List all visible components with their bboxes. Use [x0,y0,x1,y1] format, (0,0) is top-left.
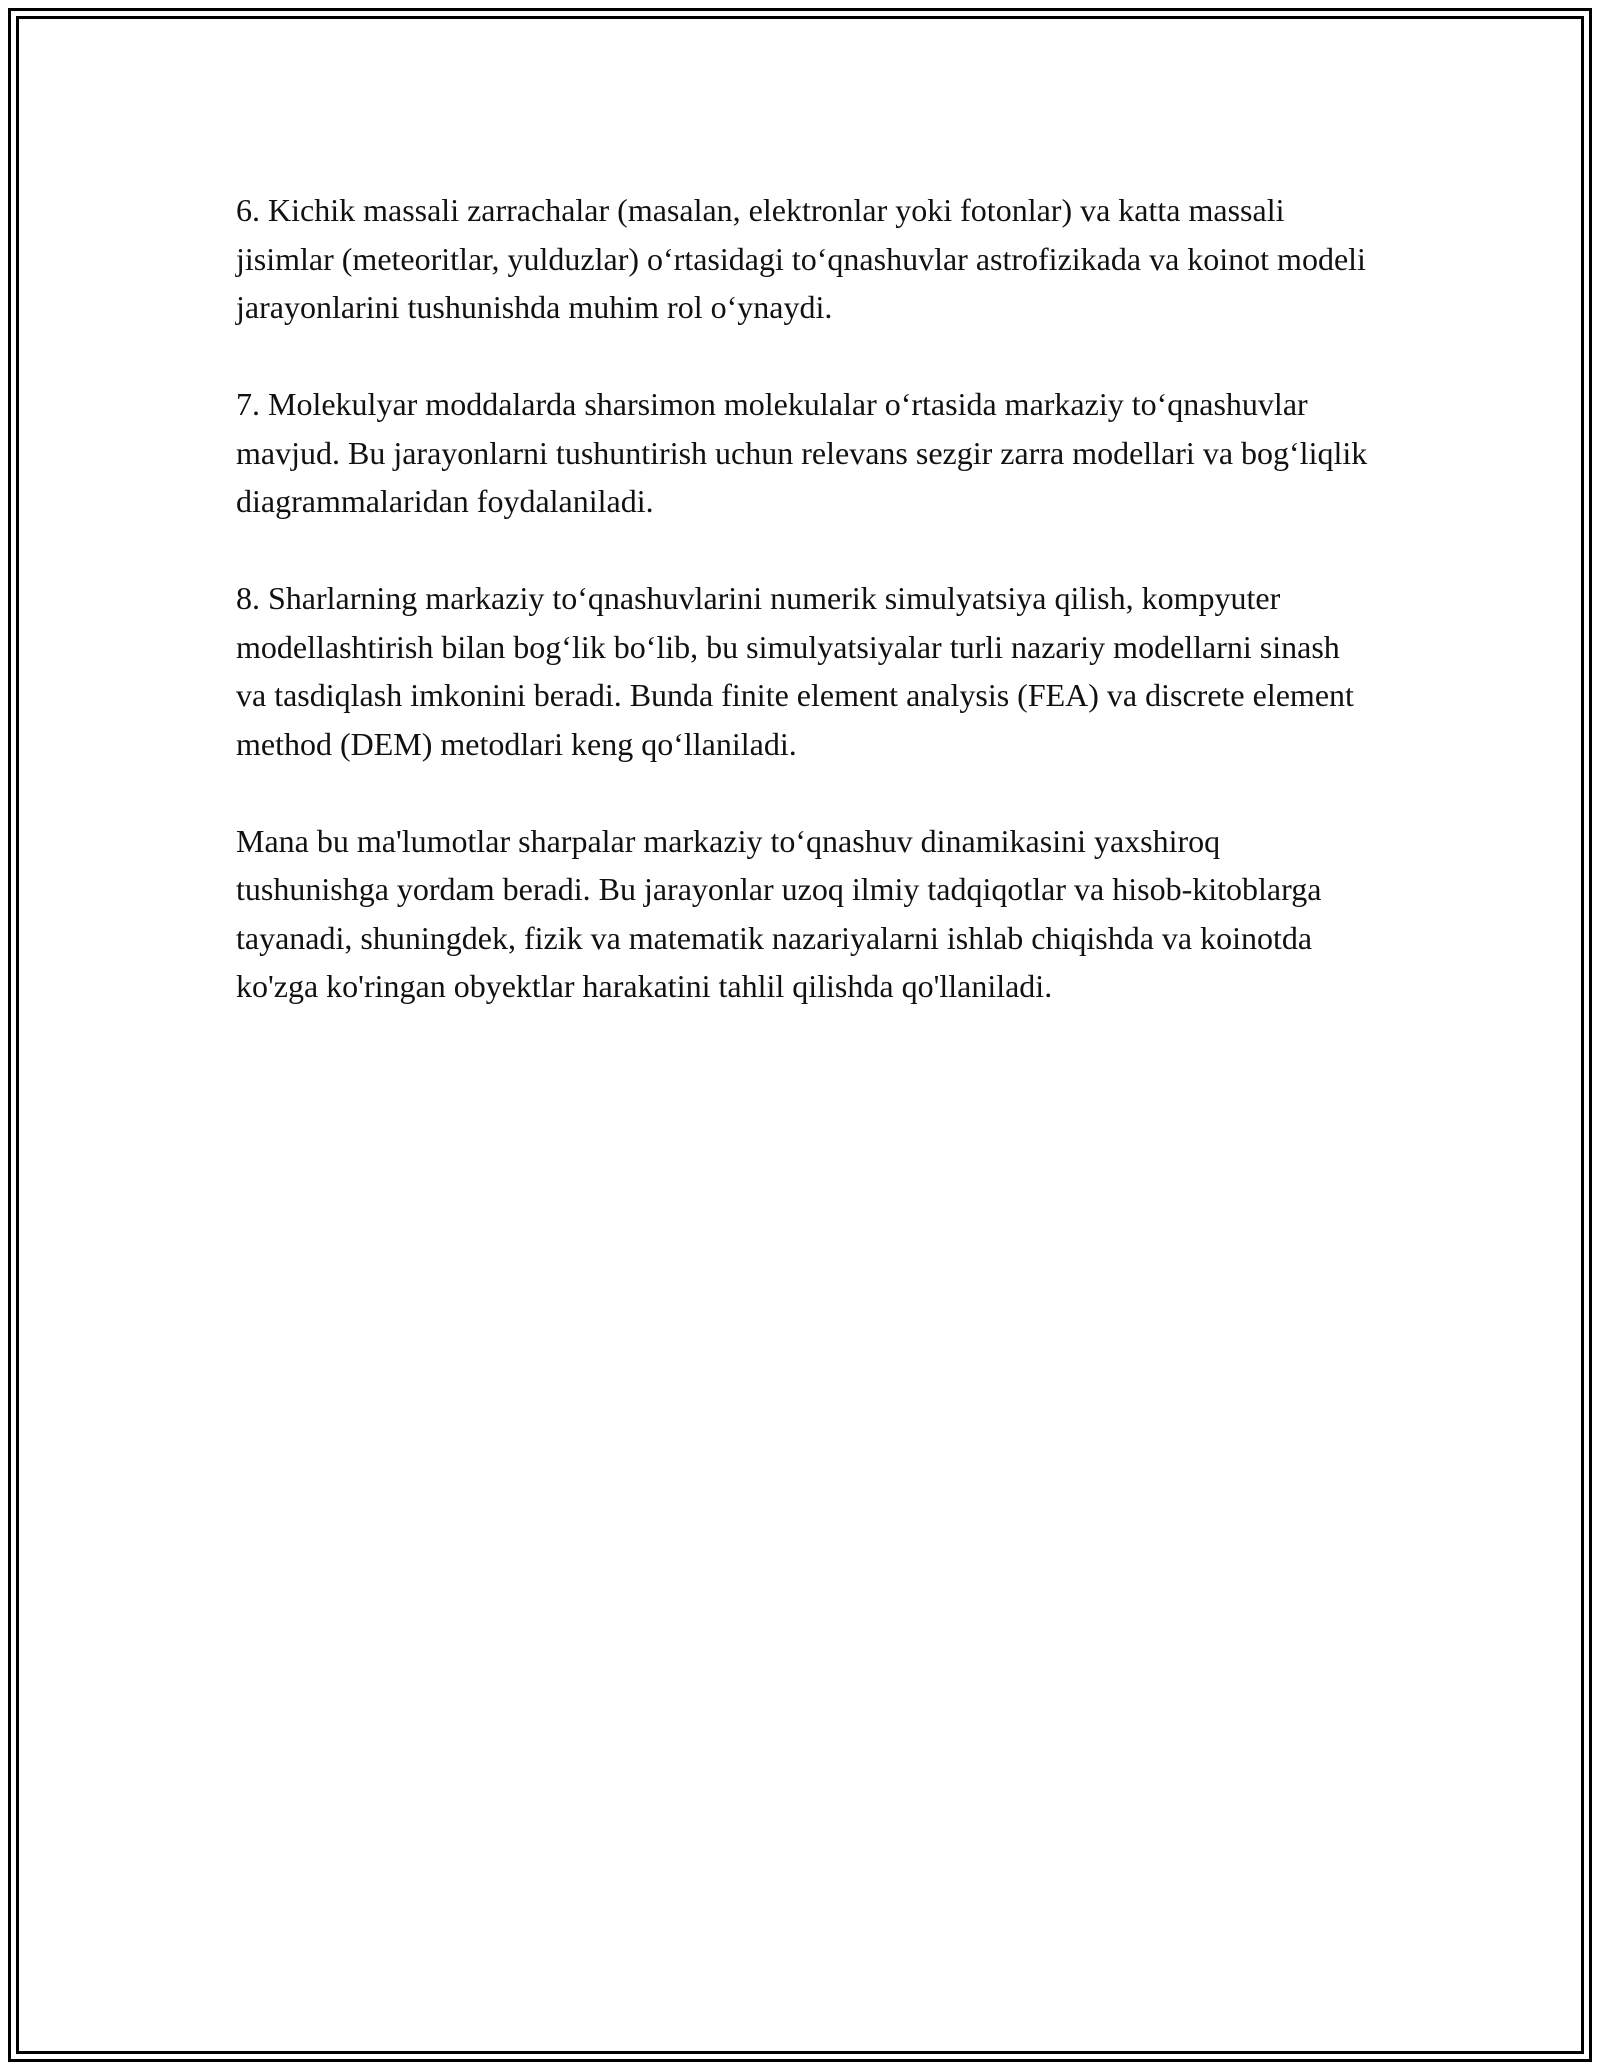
paragraph-6: 6. Kichik massali zarrachalar (masalan, elektronlar yoki fotonlar) va katta massali jisimlar (meteoritlar, yulduzlar) o‘rtasidagi to‘qnashuvlar astrofizikada va koinot modeli jarayonlarini tushunishda muhim rol o‘ynaydi. [236,192,1366,325]
paragraph-7: 7. Molekulyar moddalarda sharsimon molekulalar o‘rtasida markaziy to‘qnashuvlar mavjud. Bu jarayonlarni tushuntirish uchun relevans sezgir zarra modellari va bog‘liqlik diagrammalaridan foydalaniladi. [236,386,1368,519]
document-body [236,186,1376,1011]
paragraph-8: 8. Sharlarning markaziy to‘qnashuvlarini numerik simulyatsiya qilish, kompyuter modellashtirish bilan bog‘lik bo‘lib, bu simulyatsiyalar turli nazariy modellarni sinash va tasdiqlash imkonini beradi. Bunda finite element analysis (FEA) va discrete element method (DEM) metodlari keng qo‘llaniladi. [236,580,1354,762]
paragraph-summary: Mana bu ma'lumotlar sharpalar markaziy to‘qnashuv dinamikasini yaxshiroq tushunishga yordam beradi. Bu jarayonlar uzoq ilmiy tadqiqotlar va hisob-kitoblarga tayanadi, shuningdek, fizik va matematik nazariyalarni ishlab chiqishda va koinotda ko'zga ko'ringan obyektlar harakatini tahlil qilishda qo'llaniladi. [236,822,1322,1004]
